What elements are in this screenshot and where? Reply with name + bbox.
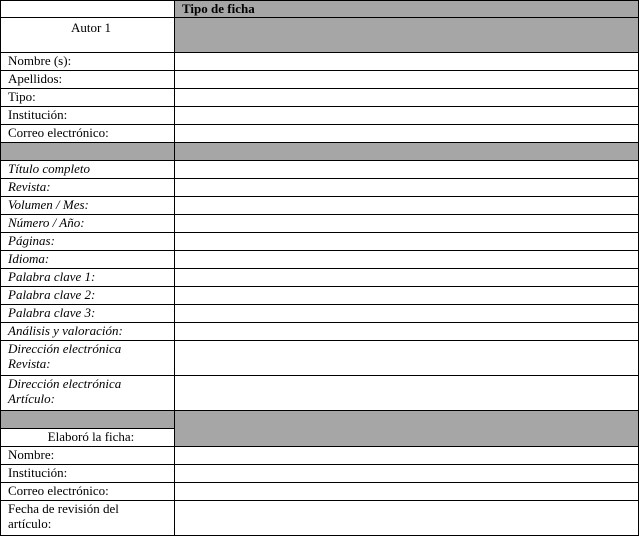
field-value-journal[interactable] bbox=[175, 179, 639, 197]
field-value-keyword-1[interactable] bbox=[175, 269, 639, 287]
header-blank-cell bbox=[1, 1, 175, 18]
form-row bbox=[1, 483, 639, 501]
field-value-author-institution[interactable] bbox=[175, 107, 639, 125]
field-label-author-type: Tipo: bbox=[1, 89, 175, 107]
field-label-volume-month: Volumen / Mes: bbox=[1, 197, 175, 215]
field-label-keyword-2: Palabra clave 2: bbox=[1, 287, 175, 305]
form-row bbox=[1, 269, 639, 287]
field-value-journal-url[interactable] bbox=[175, 341, 639, 376]
reviewer-heading-fill bbox=[175, 411, 639, 447]
field-label-author-email: Correo electrónico: bbox=[1, 125, 175, 143]
form-row bbox=[1, 323, 639, 341]
field-value-author-type[interactable] bbox=[175, 89, 639, 107]
field-value-pages[interactable] bbox=[175, 233, 639, 251]
field-value-article-url[interactable] bbox=[175, 376, 639, 411]
form-row bbox=[1, 197, 639, 215]
field-label-author-institution: Institución: bbox=[1, 107, 175, 125]
field-value-full-title[interactable] bbox=[175, 161, 639, 179]
form-row bbox=[1, 107, 639, 125]
form-row bbox=[1, 376, 639, 411]
form-row bbox=[1, 287, 639, 305]
form-row bbox=[1, 89, 639, 107]
field-label-review-date bbox=[1, 501, 175, 536]
author-heading-fill bbox=[175, 18, 639, 53]
form-row bbox=[1, 53, 639, 71]
field-value-analysis[interactable] bbox=[175, 323, 639, 341]
section-divider-row bbox=[1, 411, 639, 429]
field-value-reviewer-institution[interactable] bbox=[175, 465, 639, 483]
field-label-number-year: Número / Año: bbox=[1, 215, 175, 233]
form-row bbox=[1, 305, 639, 323]
field-label-reviewer-name: Nombre: bbox=[1, 447, 175, 465]
field-label-keyword-1: Palabra clave 1: bbox=[1, 269, 175, 287]
field-label-journal-url-line2: Revista: bbox=[8, 356, 51, 371]
section-divider-row bbox=[1, 143, 639, 161]
form-row bbox=[1, 125, 639, 143]
form-row bbox=[1, 215, 639, 233]
field-label-author-surnames: Apellidos: bbox=[1, 71, 175, 89]
field-label-review-date-line2: artículo: bbox=[8, 516, 52, 531]
field-value-keyword-2[interactable] bbox=[175, 287, 639, 305]
field-value-author-email[interactable] bbox=[175, 125, 639, 143]
field-value-language[interactable] bbox=[175, 251, 639, 269]
field-label-journal-url bbox=[1, 341, 175, 376]
form-row bbox=[1, 71, 639, 89]
form-row bbox=[1, 179, 639, 197]
field-label-article-url-line1: Dirección electrónica bbox=[8, 376, 122, 391]
form-row bbox=[1, 341, 639, 376]
form-row bbox=[1, 447, 639, 465]
field-value-reviewer-email[interactable] bbox=[175, 483, 639, 501]
field-value-review-date[interactable] bbox=[175, 501, 639, 536]
reviewer-heading: Elaboró la ficha: bbox=[1, 429, 175, 447]
author-heading: Autor 1 bbox=[1, 18, 175, 53]
form-row bbox=[1, 251, 639, 269]
field-label-author-name: Nombre (s): bbox=[1, 53, 175, 71]
field-value-reviewer-name[interactable] bbox=[175, 447, 639, 465]
field-value-author-name[interactable] bbox=[175, 53, 639, 71]
field-label-language: Idioma: bbox=[1, 251, 175, 269]
field-value-author-surnames[interactable] bbox=[175, 71, 639, 89]
field-label-pages: Páginas: bbox=[1, 233, 175, 251]
field-value-number-year[interactable] bbox=[175, 215, 639, 233]
form-row bbox=[1, 161, 639, 179]
field-value-volume-month[interactable] bbox=[175, 197, 639, 215]
form-row bbox=[1, 465, 639, 483]
field-label-keyword-3: Palabra clave 3: bbox=[1, 305, 175, 323]
section-divider-left bbox=[1, 411, 175, 429]
field-label-reviewer-email: Correo electrónico: bbox=[1, 483, 175, 501]
field-label-article-url bbox=[1, 376, 175, 411]
field-value-keyword-3[interactable] bbox=[175, 305, 639, 323]
section-divider-right bbox=[175, 143, 639, 161]
field-label-journal: Revista: bbox=[1, 179, 175, 197]
field-label-journal-url-line1: Dirección electrónica bbox=[8, 341, 122, 356]
field-label-full-title: Título completo bbox=[1, 161, 175, 179]
section-divider-left bbox=[1, 143, 175, 161]
record-type-title: Tipo de ficha bbox=[175, 1, 639, 18]
field-label-article-url-line2: Artículo: bbox=[8, 391, 55, 406]
header-row bbox=[1, 1, 639, 18]
author-heading-row bbox=[1, 18, 639, 53]
form-row bbox=[1, 501, 639, 536]
field-label-analysis: Análisis y valoración: bbox=[1, 323, 175, 341]
field-label-reviewer-institution: Institución: bbox=[1, 465, 175, 483]
field-label-review-date-line1: Fecha de revisión del bbox=[8, 501, 119, 516]
form-row bbox=[1, 233, 639, 251]
